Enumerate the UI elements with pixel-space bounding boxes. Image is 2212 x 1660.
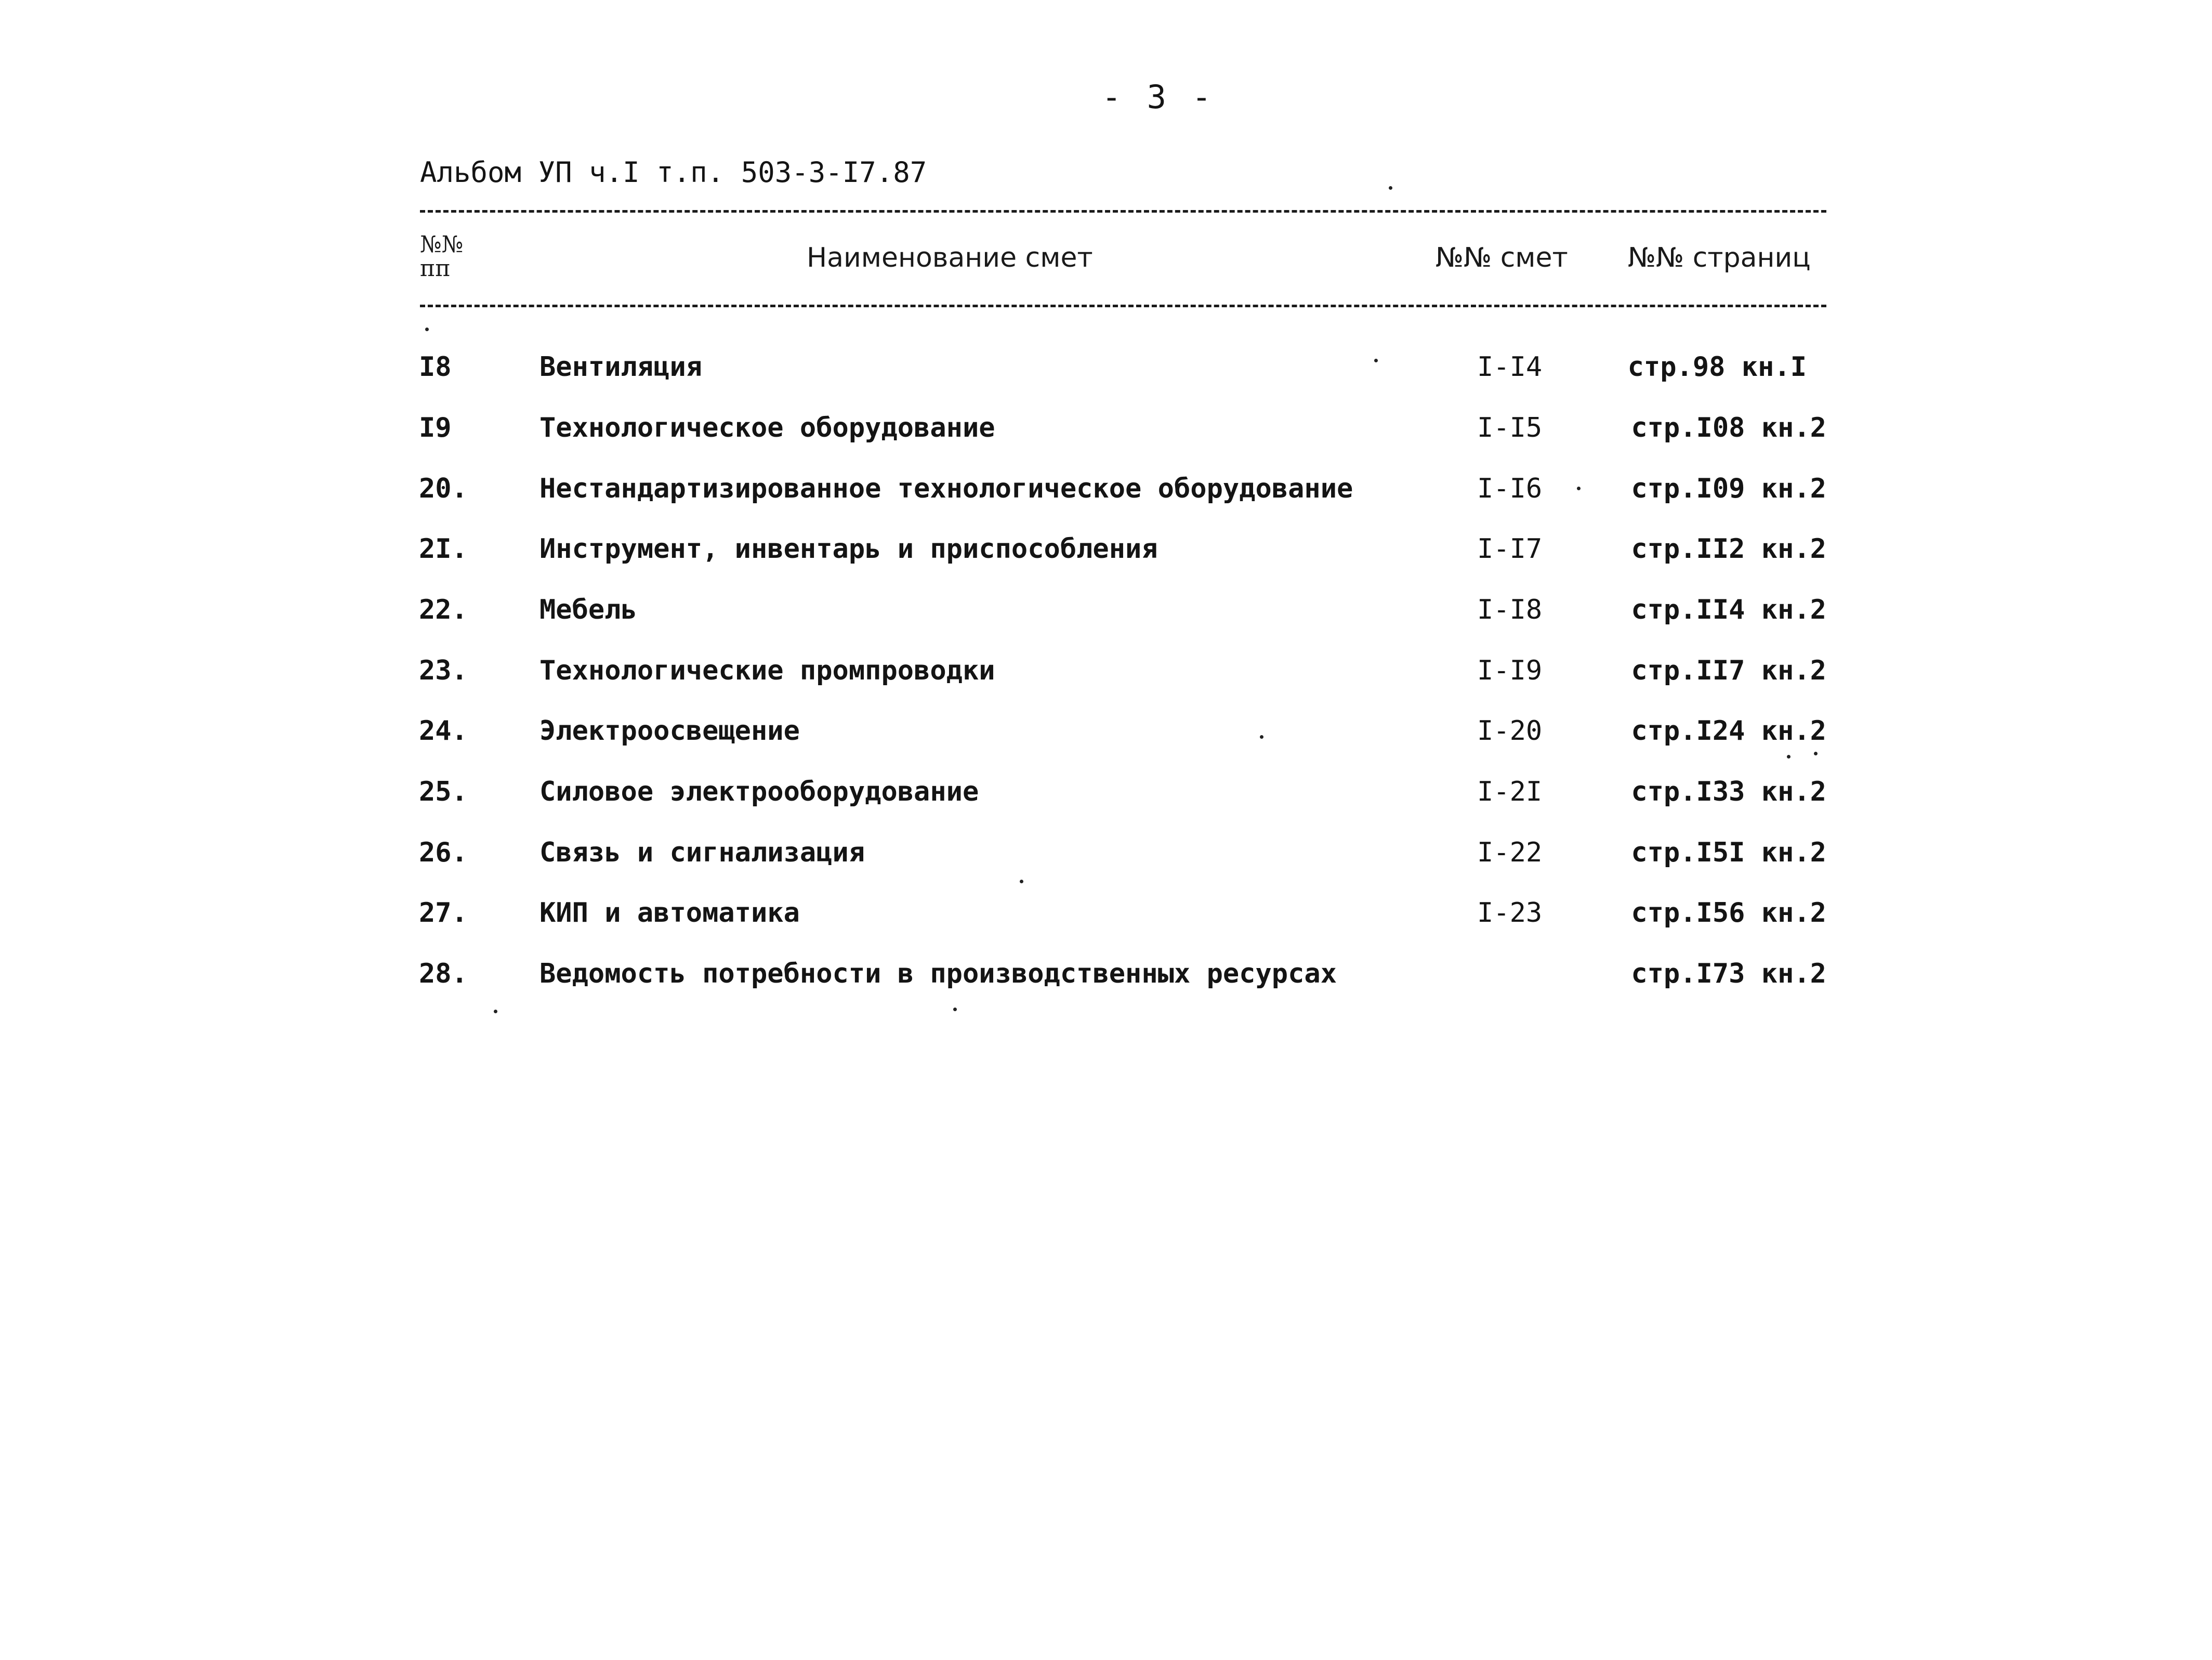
row-page: стр.I24 кн.2 (1631, 715, 1826, 747)
page-number: - 3 - (1102, 78, 1215, 116)
header-pages: №№ страниц (1628, 242, 1811, 273)
row-code: I-23 (1477, 897, 1543, 929)
row-code: I-I8 (1477, 594, 1543, 625)
table-top-rule (420, 210, 1826, 213)
row-code: I-I6 (1477, 473, 1543, 504)
row-page: стр.II4 кн.2 (1631, 594, 1826, 625)
row-name: Инструмент, инвентарь и приспособления (539, 533, 1158, 565)
album-title: Альбом УП ч.I т.п. 503-3-I7.87 (420, 156, 927, 189)
scan-speck (425, 328, 429, 331)
scan-speck (1374, 359, 1378, 362)
row-page: стр.I09 кн.2 (1631, 473, 1826, 504)
row-name: Ведомость потребности в производственных ресурсах (539, 958, 1337, 989)
row-name: Нестандартизированное технологическое оборудование (539, 473, 1353, 504)
row-number: 25. (419, 776, 468, 807)
scan-speck (953, 1008, 957, 1011)
row-number: 24. (419, 715, 468, 747)
row-name: Технологическое оборудование (539, 412, 995, 443)
row-code: I-2I (1477, 776, 1543, 807)
row-code: I-I7 (1477, 533, 1543, 565)
row-page: стр.I56 кн.2 (1631, 897, 1826, 929)
row-number: 22. (419, 594, 468, 625)
row-name: Вентиляция (539, 351, 703, 383)
row-name: Технологические промпроводки (539, 655, 995, 686)
table-row (0, 412, 2212, 464)
row-number: 2I. (419, 533, 468, 565)
table-row (0, 351, 2212, 403)
header-number-line2: пп (420, 255, 451, 282)
row-name: Электроосвещение (539, 715, 800, 747)
scan-speck (1020, 880, 1023, 883)
header-number (420, 233, 463, 281)
row-number: 23. (419, 655, 468, 686)
row-page: стр.I73 кн.2 (1631, 958, 1826, 989)
row-number: 20. (419, 473, 468, 504)
row-name: Связь и сигнализация (539, 837, 865, 868)
row-page: стр.I08 кн.2 (1631, 412, 1826, 443)
row-page: стр.II7 кн.2 (1631, 655, 1826, 686)
table-row (0, 655, 2212, 707)
table-row (0, 533, 2212, 585)
table-row (0, 776, 2212, 828)
table-row (0, 958, 2212, 1010)
header-estimate-name: Наименование смет (807, 242, 1093, 273)
scan-speck (494, 1010, 497, 1013)
row-number: 27. (419, 897, 468, 929)
scan-speck (1814, 752, 1818, 755)
table-header-rule (420, 305, 1826, 307)
row-code: I-I9 (1477, 655, 1543, 686)
table-row (0, 594, 2212, 646)
row-name: Силовое электрооборудование (539, 776, 979, 807)
row-page: стр.98 кн.I (1627, 351, 1807, 383)
row-name: Мебель (539, 594, 637, 625)
table-row (0, 473, 2212, 525)
row-page: стр.I5I кн.2 (1631, 837, 1826, 868)
row-code: I-I4 (1477, 351, 1543, 383)
scan-speck (1260, 735, 1263, 739)
scan-speck (1577, 487, 1581, 490)
scan-speck (1787, 755, 1790, 759)
row-number: 26. (419, 837, 468, 868)
row-number: I8 (419, 351, 452, 383)
row-page: стр.II2 кн.2 (1631, 533, 1826, 565)
row-code: I-I5 (1477, 412, 1543, 443)
scan-speck (1389, 186, 1392, 190)
row-number: 28. (419, 958, 468, 989)
row-code: I-20 (1477, 715, 1543, 747)
table-row (0, 715, 2212, 767)
header-estimate-code: №№ смет (1436, 242, 1568, 273)
row-name: КИП и автоматика (539, 897, 800, 929)
table-row (0, 897, 2212, 949)
header-number-line1: №№ (420, 231, 464, 258)
row-number: I9 (419, 412, 452, 443)
row-code: I-22 (1477, 837, 1543, 868)
row-page: стр.I33 кн.2 (1631, 776, 1826, 807)
table-row (0, 837, 2212, 889)
